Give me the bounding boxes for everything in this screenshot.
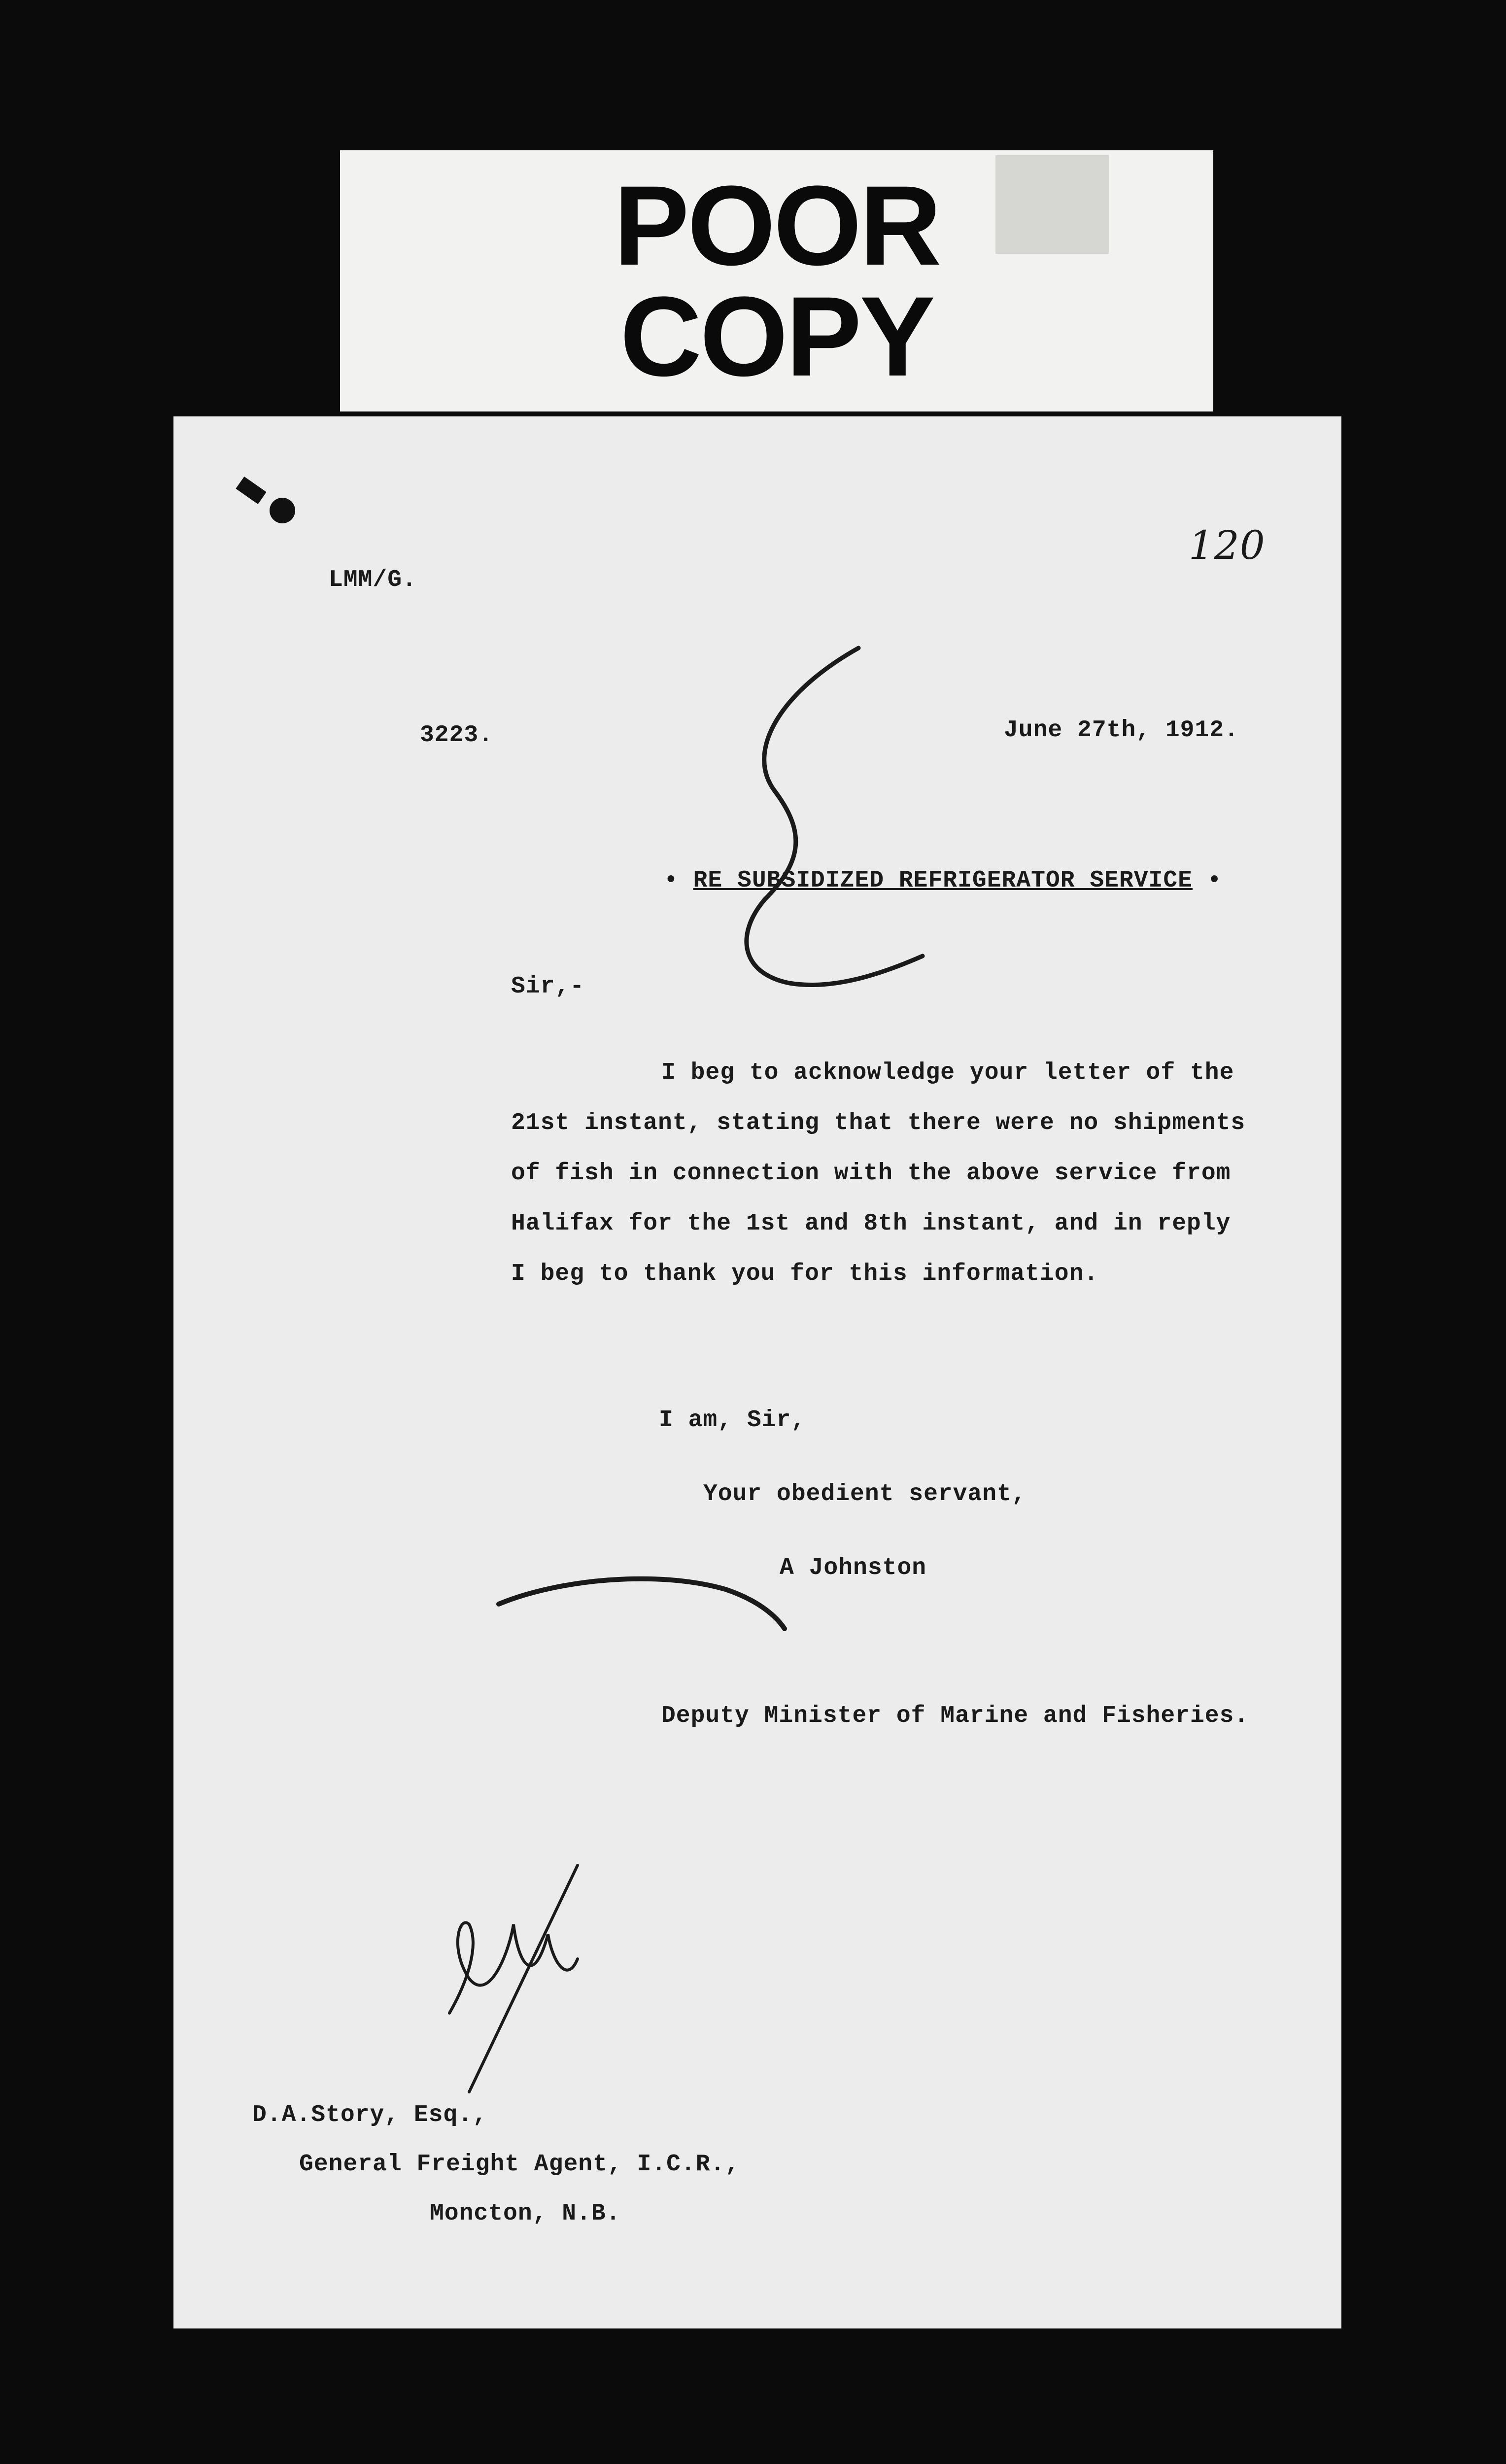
address-line: General Freight Agent, I.C.R., bbox=[299, 2151, 740, 2178]
file-number: 3223. bbox=[420, 722, 494, 749]
reference-code: LMM/G. bbox=[329, 567, 417, 593]
address-line: D.A.Story, Esq., bbox=[252, 2102, 487, 2128]
handwritten-marks bbox=[173, 416, 1341, 2328]
body-line: of fish in connection with the above service from bbox=[511, 1160, 1231, 1187]
page-number: 120 bbox=[1189, 522, 1266, 568]
signature-name: A Johnston bbox=[780, 1555, 927, 1581]
body-line: I beg to thank you for this information. bbox=[511, 1261, 1099, 1287]
bracket-mark bbox=[747, 648, 923, 985]
letter-sheet bbox=[173, 416, 1341, 2328]
poor-copy-label bbox=[340, 150, 1213, 411]
body-line: I beg to acknowledge your letter of the bbox=[661, 1060, 1234, 1086]
subject-text: RE SUBSIDIZED REFRIGERATOR SERVICE bbox=[693, 867, 1193, 894]
salutation: Sir,- bbox=[511, 973, 585, 1000]
signatory-title: Deputy Minister of Marine and Fisheries. bbox=[661, 1703, 1249, 1729]
body-line: Halifax for the 1st and 8th instant, and in reply bbox=[511, 1210, 1231, 1237]
diagonal-stroke bbox=[469, 1865, 578, 2092]
label-smudge bbox=[995, 155, 1109, 254]
poor-copy-line1: POOR bbox=[614, 162, 940, 289]
letter-date: June 27th, 1912. bbox=[1004, 717, 1239, 744]
closing-line: Your obedient servant, bbox=[703, 1481, 1027, 1507]
poor-copy-line2: COPY bbox=[620, 273, 933, 400]
address-line: Moncton, N.B. bbox=[430, 2200, 621, 2227]
signature-stroke bbox=[499, 1579, 785, 1629]
closing-line: I am, Sir, bbox=[659, 1407, 806, 1434]
body-line: 21st instant, stating that there were no shipments bbox=[511, 1110, 1246, 1136]
subject-bullet-left: • bbox=[664, 867, 693, 894]
subject-bullet-right: • bbox=[1192, 867, 1222, 894]
